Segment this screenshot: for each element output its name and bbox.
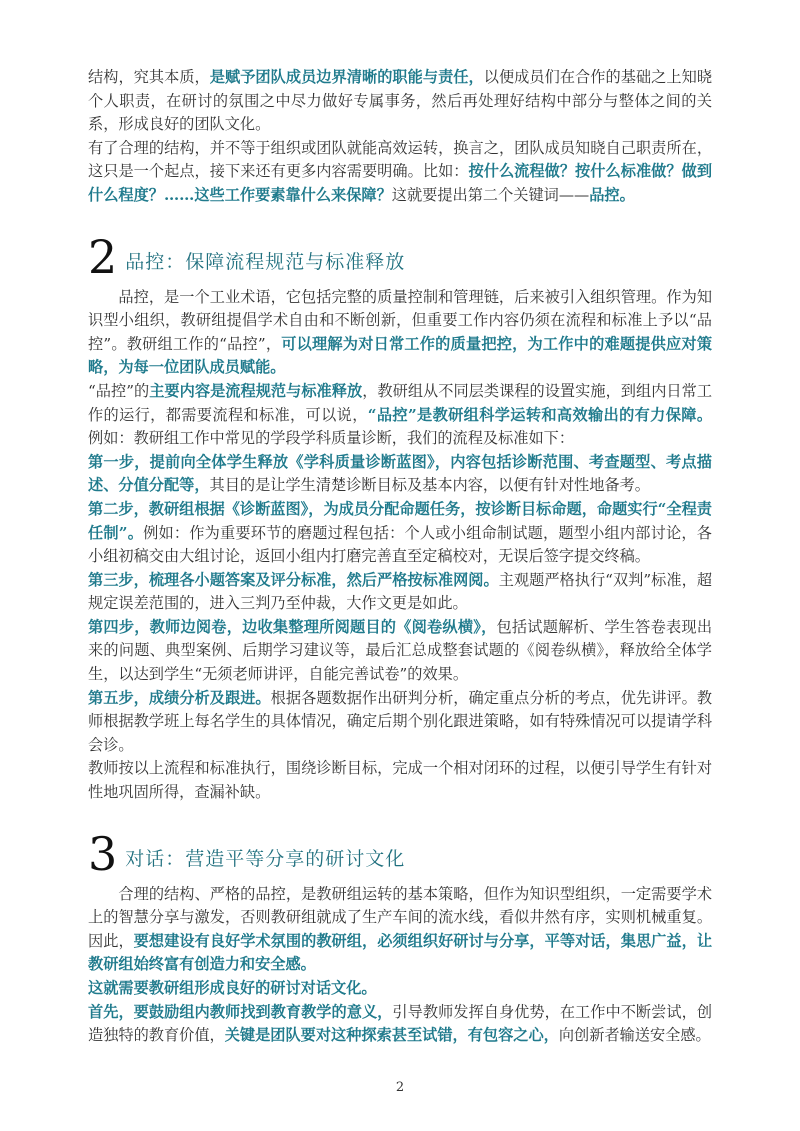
paragraph-structure-next: 有了合理的结构，并不等于组织或团队就能高效运转，换言之，团队成员知晓自己职责所在，这只是一个起点，接下来还有更多内容需要明确。比如：按什么流程做？按什么标准做？做到什么程度？……这些工作要素靠什么来保障？这就要提出第二个关键词——品控。 [88,138,713,204]
section-title: 对话：营造平等分享的研讨文化 [125,847,406,870]
step-title: 第二步，教研组根据《诊断蓝图》，为成员分配命题任务，按诊断目标命题，命题实行“全程责任制”。 [88,499,712,542]
step-4: 第四步，教师边阅卷，边收集整理所阅题目的《阅卷纵横》，包括试题解析、学生答卷表现出来的问题、典型案例、后期学习建议等，最后汇总成整套试题的《阅卷纵横》，释放给全体学生，以达到学生“无须老师讲评，自能完善试卷”的效果。 [88,617,713,684]
section-title: 品控：保障流程规范与标准释放 [125,250,406,273]
step-5: 第五步，成绩分析及跟进。根据各题数据作出研判分析，确定重点分析的考点，优先讲评。教师根据教学班上每名学生的具体情况，确定后期个别化跟进策略，如有特殊情况可以提请学科会诊。 [88,688,713,754]
section-number: 2 [88,229,118,284]
step-title: 第三步，梳理各小题答案及评分标准，然后严格按标准网阅。 [88,570,499,589]
section-number: 3 [88,826,118,881]
highlight-text: 是赋予团队成员边界清晰的职能与责任， [209,68,484,86]
highlight-text: 主要内容是流程规范与标准释放 [149,381,363,400]
section-heading-3 [88,826,712,881]
section-heading-2 [88,229,712,284]
page-number: 2 [395,1080,405,1095]
step-title: 第四步，教师边阅卷，边收集整理所阅题目的《阅卷纵横》， [88,617,497,636]
paragraph-dialogue: 合理的结构、严格的品控，是教研组运转的基本策略，但作为知识型组织，一定需要学术上的智慧分享与激发，否则教研组就成了生产车间的流水线，看似井然有序，实则机械重复。因此，要想建设有良好学术氛围的教研组，必须组织好研讨与分享，平等对话，集思广益，让教研组始终富有创造力和安全感。 [88,884,713,974]
highlight-text: 首先，要鼓励组内教师找到教育教学的意义， [88,1002,393,1021]
highlight-text: “品控”是教研组科学运转和高效输出的有力保障。 [367,405,713,424]
highlight-text: 按什么流程做？按什么标准做？做到什么程度？……这些工作要素靠什么来保障？ [88,162,713,204]
paragraph-structure: 结构，究其本质，是赋予团队成员边界清晰的职能与责任，以便成员们在合作的基础之上知晓个人职责，在研讨的氛围之中尽力做好专属事务，然后再处理好结构中部分与整体之间的关系，形成良好的团队文化。 [88,68,713,134]
page-content [88,66,712,1048]
paragraph-closing: 教师按以上流程和标准执行，围绕诊断目标，完成一个相对闭环的过程，以便引导学生有针对性地巩固所得，查漏补缺。 [88,759,712,802]
step-title: 第五步，成绩分析及跟进。 [88,688,271,707]
step-title: 第一步，提前向全体学生释放《学科质量诊断蓝图》，内容包括诊断范围、考查题型、考点描述、分值分配等， [88,452,712,495]
highlight-text: 品控。 [589,185,635,204]
highlight-text: 可以理解为对日常工作的质量把控，为工作中的难题提供应对策略，为每一位团队成员赋能。 [88,334,713,377]
paragraph-first: 首先，要鼓励组内教师找到教育教学的意义，引导教师发挥自身优势，在工作中不断尝试，创造独特的教育价值，关键是团队要对这种探索甚至试错，有包容之心，向创新者输送安全感。 [88,1002,713,1045]
paragraph-quality-content: “品控”的主要内容是流程规范与标准释放，教研组从不同层类课程的设置实施，到组内日常工作的运行，都需要流程和标准，可以说，“品控”是教研组科学运转和高效输出的有力保障。例如：教研组工作中常见的学段学科质量诊断，我们的流程及标准如下： [88,381,713,448]
highlight-text: 关键是团队要对这种探索甚至试错，有包容之心， [224,1026,559,1045]
step-2: 第二步，教研组根据《诊断蓝图》，为成员分配命题任务，按诊断目标命题，命题实行“全程责任制”。例如：作为重要环节的磨题过程包括：个人或小组命制试题，题型小组内部讨论，各小组初稿交由大组讨论，返回小组内打磨完善直至定稿校对，无误后签字提交终稿。 [88,499,712,566]
paragraph-quality-control: 品控，是一个工业术语，它包括完整的质量控制和管理链，后来被引入组织管理。作为知识型小组织，教研组提倡学术自由和不断创新，但重要工作内容仍须在流程和标准上予以“品控”。教研组工作的“品控”，可以理解为对日常工作的质量把控，为工作中的难题提供应对策略，为每一位团队成员赋能。 [88,287,713,377]
highlight-text: 要想建设有良好学术氛围的教研组，必须组织好研讨与分享，平等对话，集思广益，让教研组始终富有创造力和安全感。 [88,931,713,974]
paragraph-dialogue-culture: 这就需要教研组形成良好的研讨对话文化。 [88,979,377,997]
step-3: 第三步，梳理各小题答案及评分标准，然后严格按标准网阅。主观题严格执行“双判”标准，超规定误差范围的，进入三判乃至仲裁，大作文更是如此。 [88,570,713,613]
step-1: 第一步，提前向全体学生释放《学科质量诊断蓝图》，内容包括诊断范围、考查题型、考点描述、分值分配等，其目的是让学生清楚诊断目标及基本内容，以便有针对性地备考。 [88,452,712,495]
